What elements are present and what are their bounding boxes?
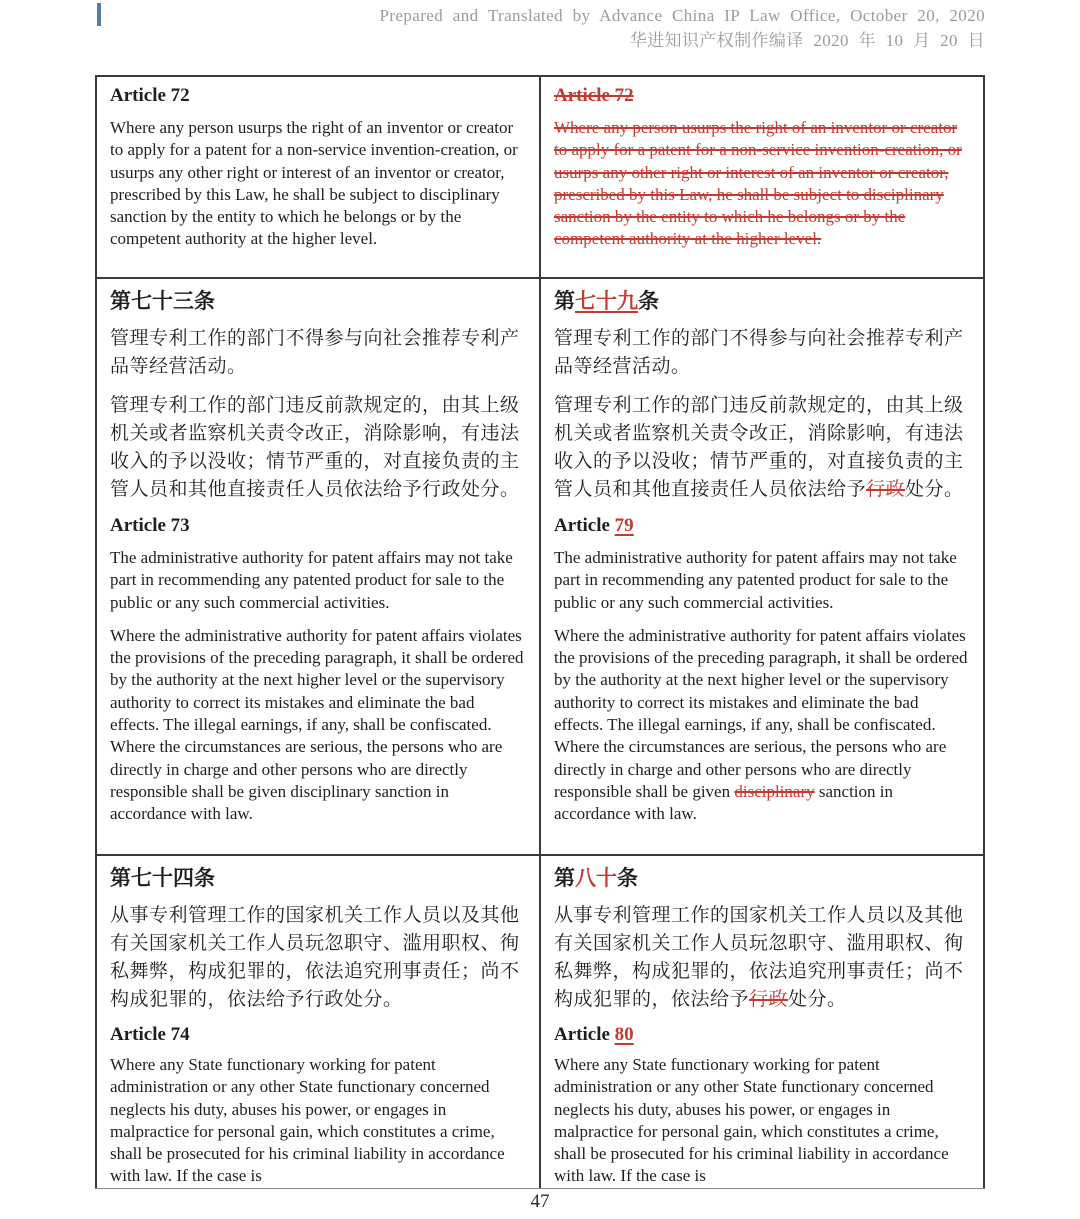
- article-79-zh-paragraph-1: 管理专利工作的部门不得参与向社会推荐专利产品等经营活动。: [554, 328, 964, 377]
- heading-en-prefix: Article: [554, 515, 615, 536]
- inserted-text-article-number-zh: 七十九: [575, 289, 638, 313]
- inserted-text-article-number-79: 79: [614, 515, 634, 536]
- article-72-heading-deleted: Article 72: [554, 85, 634, 106]
- article-72-paragraph-deleted: Where any person usurps the right of an inventor or creator to apply for a patent for a non-service invention-creation, or usurps any other right or interest of an inventor or creator, prescribed by this Law, he shall be subject to disciplinary sanction by the entity to which he belongs or by the competent authority at the higher level.: [554, 118, 962, 249]
- article-74-heading-zh: 第七十四条: [110, 866, 215, 890]
- article-79-zh-paragraph-2: [554, 392, 970, 504]
- inserted-text-article-number-80: 80: [614, 1024, 634, 1045]
- article-80-heading-zh: [554, 864, 970, 892]
- article-80-zh-paragraph: [554, 902, 970, 1014]
- article-74-en-paragraph: Where any State functionary working for patent administration or any other State functionary concerned neglects his duty, abuses his power, or engages in malpractice for personal gain, which constitutes a crime, shall be prosecuted for his criminal liability in accordance with law. If the case is: [110, 1055, 505, 1186]
- revision-change-bar: [97, 3, 101, 26]
- article-73-heading-en: Article 73: [110, 515, 190, 536]
- inserted-text-article-number-zh: 八十: [575, 866, 617, 890]
- article-74-zh-paragraph: 从事专利管理工作的国家机关工作人员以及其他有关国家机关工作人员玩忽职守、滥用职权、徇私舞弊，构成犯罪的，依法追究刑事责任；尚不构成犯罪的，依法给予行政处分。: [110, 905, 520, 1010]
- article-79-heading-en: [554, 515, 970, 537]
- article-72-heading: Article 72: [110, 85, 190, 106]
- article-73-original-cell: [96, 278, 540, 855]
- zh-paragraph-segment: 处分。: [905, 479, 964, 500]
- zh-paragraph-segment: 从事专利管理工作的国家机关工作人员以及其他有关国家机关工作人员玩忽职守、滥用职权、徇私舞弊，构成犯罪的，依法追究刑事责任；尚不构成犯罪的，依法给予: [554, 905, 964, 1010]
- article-73-heading-zh: 第七十三条: [110, 289, 215, 313]
- header-attribution-chinese: 华进知识产权制作编译 2020 年 10 月 20 日: [629, 31, 985, 50]
- comparison-table-wrapper: [95, 75, 985, 1189]
- page-number: 47: [530, 1191, 550, 1212]
- article-74-heading-en: Article 74: [110, 1024, 190, 1045]
- header-attribution-english: Prepared and Translated by Advance China IP Law Office, October 20, 2020: [379, 6, 985, 25]
- article-80-en-paragraph: Where any State functionary working for patent administration or any other State functionary concerned neglects his duty, abuses his power, or engages in malpractice for personal gain, which constitutes a crime, shall be prosecuted for his criminal liability in accordance with law. If the case is: [554, 1055, 949, 1186]
- heading-en-prefix: Article: [554, 1024, 615, 1045]
- table-row-article-74: [96, 855, 984, 1189]
- zh-paragraph-segment: 处分。: [788, 989, 847, 1010]
- zh-paragraph-segment: 管理专利工作的部门违反前款规定的，由其上级机关或者监察机关责令改正，消除影响，有违法收入的予以没收；情节严重的，对直接负责的主管人员和其他直接责任人员依法给予: [554, 395, 964, 500]
- heading-zh-prefix: 第: [554, 289, 575, 313]
- heading-zh-prefix: 第: [554, 866, 575, 890]
- article-73-zh-paragraph-2: 管理专利工作的部门违反前款规定的，由其上级机关或者监察机关责令改正，消除影响，有违法收入的予以没收；情节严重的，对直接负责的主管人员和其他直接责任人员依法给予行政处分。: [110, 395, 520, 500]
- en-paragraph-segment: Where the administrative authority for patent affairs violates the provisions of the preceding paragraph, it shall be ordered by the authority at the next higher level or the supervisory authority to correct its mistakes and eliminate the bad effects. The illegal earnings, if any, shall be confiscated. Where the circumstances are serious, the persons who are directly in charge and other persons who are directly responsible shall be given: [554, 625, 968, 801]
- deleted-text-xingzheng: 行政: [749, 989, 789, 1010]
- table-row-article-73: [96, 278, 984, 855]
- comparison-table: [95, 75, 985, 1189]
- deleted-text-xingzheng: 行政: [866, 479, 906, 500]
- table-row-article-72: [96, 76, 984, 278]
- article-80-revised-cell: [540, 855, 984, 1189]
- article-73-en-paragraph-1: The administrative authority for patent affairs may not take part in recommending any patented product for sale to the public or any such commercial activities.: [110, 548, 513, 612]
- header-attribution: [380, 3, 985, 53]
- deleted-text-disciplinary: disciplinary: [734, 781, 815, 801]
- heading-zh-suffix: 条: [638, 289, 659, 313]
- article-74-original-cell: [96, 855, 540, 1189]
- article-72-revised-cell: [540, 76, 984, 278]
- article-73-zh-paragraph-1: 管理专利工作的部门不得参与向社会推荐专利产品等经营活动。: [110, 328, 520, 377]
- heading-zh-suffix: 条: [617, 866, 638, 890]
- article-73-en-paragraph-2: Where the administrative authority for patent affairs violates the provisions of the preceding paragraph, it shall be ordered by the authority at the next higher level or the supervisory authority to correct its mistakes and eliminate the bad effects. The illegal earnings, if any, shall be confiscated. Where the circumstances are serious, the persons who are directly in charge and other persons who are directly responsible shall be given disciplinary sanction in accordance with law.: [110, 625, 524, 824]
- article-72-original-cell: [96, 76, 540, 278]
- article-79-heading-zh: [554, 287, 970, 315]
- article-80-heading-en: [554, 1024, 970, 1046]
- article-79-revised-cell: [540, 278, 984, 855]
- article-79-en-paragraph-2: [554, 625, 970, 826]
- article-72-paragraph: Where any person usurps the right of an inventor or creator to apply for a patent for a non-service invention-creation, or usurps any other right or interest of an inventor or creator, prescribed by this Law, he shall be subject to disciplinary sanction by the entity to which he belongs or by the competent authority at the higher level.: [110, 118, 518, 249]
- article-79-en-paragraph-1: The administrative authority for patent affairs may not take part in recommending any patented product for sale to the public or any such commercial activities.: [554, 548, 957, 612]
- en-paragraph-segment: sanction in accordance with law.: [554, 781, 894, 824]
